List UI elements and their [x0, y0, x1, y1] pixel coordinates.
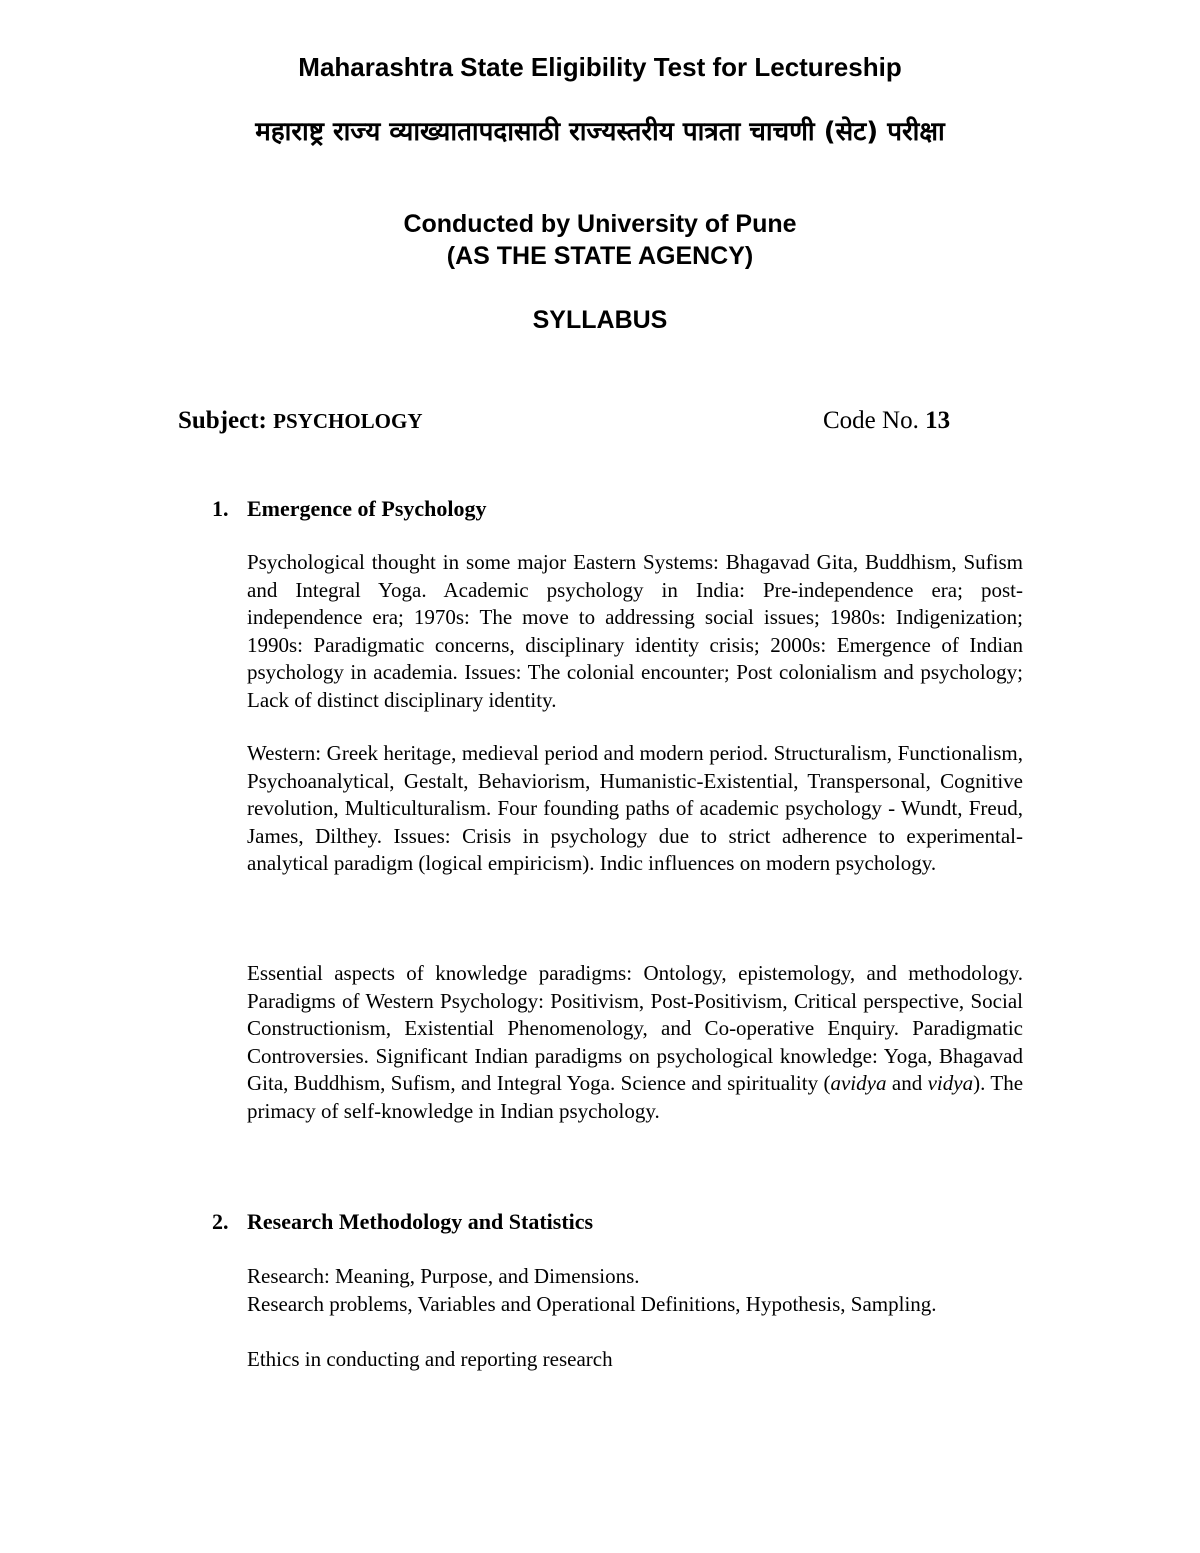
section-title: Research Methodology and Statistics	[247, 1209, 594, 1234]
syllabus-heading: SYLLABUS	[532, 306, 668, 334]
section-paragraph: Psychological thought in some major Eastern Systems: Bhagavad Gita, Buddhism, Sufism and Integral Yoga. Academic psychology in India: Pre-independence era; post-independence era; 1970s: The move to addressing social issues; 1980s: Indigenization; 1990s: Paradigmatic concerns, disciplinary identity crisis; 2000s: Emergence of Indian psychology in academia. Issues: The colonial encounter; Post colonialism and psychology; Lack of distinct disciplinary identity.	[247, 550, 1023, 712]
code-line	[823, 404, 950, 438]
paragraph-text: ). The primacy of self-knowledge in Indian psychology.	[247, 1071, 1024, 1123]
paragraph-text: and	[886, 1071, 928, 1095]
section-number: 1.	[212, 496, 229, 521]
subject-label: Subject:	[178, 407, 267, 434]
section-line: Research: Meaning, Purpose, and Dimensions.	[247, 1264, 640, 1288]
code-label: Code No.	[823, 407, 919, 434]
term-avidya: avidya	[830, 1071, 887, 1095]
section-number: 2.	[212, 1209, 229, 1234]
term-vidya: vidya	[927, 1071, 974, 1095]
conducted-by: Conducted by University of Pune	[403, 210, 797, 238]
section-line: Research problems, Variables and Operational Definitions, Hypothesis, Sampling.	[247, 1292, 937, 1316]
section-paragraph: Western: Greek heritage, medieval period and modern period. Structuralism, Functionalism, Psychoanalytical, Gestalt, Behaviorism, Humanistic-Existential, Transpersonal, Cognitive revolution, Multiculturalism. Four founding paths of academic psychology - Wundt, Freud, James, Dilthey. Issues: Crisis in psychology due to strict adherence to experimental-analytical paradigm (logical empiricism). Indic influences on modern psychology.	[247, 741, 1023, 875]
marathi-title: महाराष्ट्र राज्य व्याख्यातापदासाठी राज्यस्तरीय पात्रता चाचणी (सेट) परीक्षा	[255, 117, 945, 147]
code-value: 13	[925, 407, 951, 434]
section-paragraph	[247, 960, 1023, 1125]
paragraph-text: Essential aspects of knowledge paradigms: Ontology, epistemology, and methodology. Paradigms of Western Psychology: Positivism, Post-Positivism, Critical perspective, Social Constructionism, Existential Phenomenology, and Co-operative Enquiry. Paradigmatic Controversies. Significant Indian paradigms on psychological knowledge: Yoga, Bhagavad Gita, Buddhism, Sufism, and Integral Yoga. Science and spirituality (	[247, 961, 1023, 1095]
subject-value: PSYCHOLOGY	[273, 409, 423, 433]
document-title: Maharashtra State Eligibility Test for Lectureship	[298, 52, 902, 82]
section-title: Emergence of Psychology	[247, 496, 487, 521]
section-line: Ethics in conducting and reporting research	[247, 1347, 613, 1371]
subject-line	[178, 404, 423, 438]
state-agency: (AS THE STATE AGENCY)	[446, 242, 754, 270]
